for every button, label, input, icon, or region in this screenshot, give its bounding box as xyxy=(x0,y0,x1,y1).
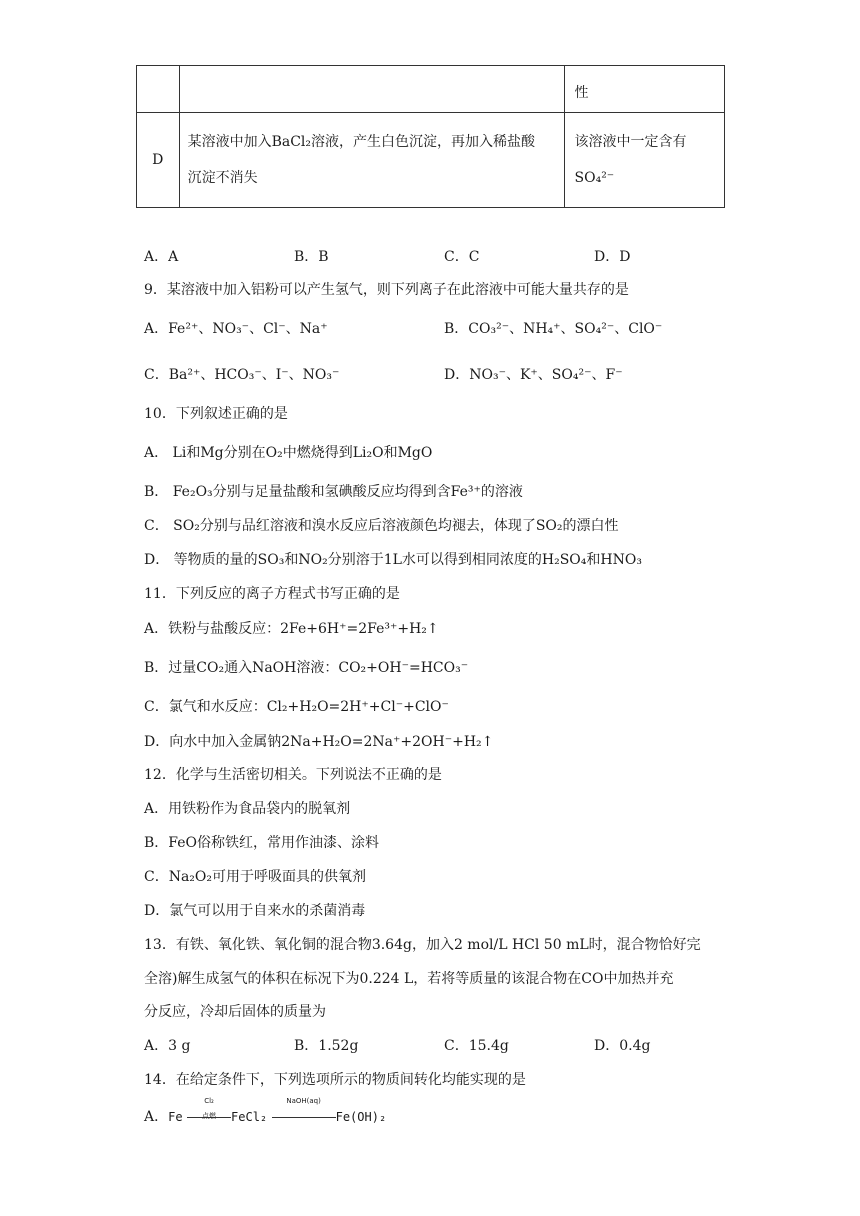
arrow-reagent: NaOH(aq) xyxy=(286,1097,321,1105)
option-d: D．氯气可以用于自来水的杀菌消毒 xyxy=(144,903,366,919)
formula-end: Fe(OH)₂ xyxy=(335,1110,387,1124)
option-a: A．Fe²⁺、NO₃⁻、Cl⁻、Na⁺ xyxy=(144,321,328,337)
table-cell xyxy=(137,66,180,113)
option-b: B．CO₃²⁻、NH₄⁺、SO₄²⁻、ClO⁻ xyxy=(444,321,663,337)
experiment-line: 某溶液中加入BaCl₂溶液，产生白色沉淀，再加入稀盐酸 xyxy=(187,134,536,150)
option-c: C．氯气和水反应：Cl₂+H₂O=2H⁺+Cl⁻+ClO⁻ xyxy=(144,699,449,715)
option-c: C．Na₂O₂可用于呼吸面具的供氧剂 xyxy=(144,869,367,885)
option-c: C．C xyxy=(444,249,480,265)
option-b: B．FeO俗称铁红，常用作油漆、涂料 xyxy=(144,835,379,851)
formula-middle: FeCl₂ xyxy=(231,1110,268,1124)
answer-table xyxy=(136,65,725,208)
option-label: A． xyxy=(144,1109,169,1125)
option-b: B．B xyxy=(294,249,329,265)
option-d: D．0.4g xyxy=(594,1038,651,1054)
option-d: D．D xyxy=(594,249,631,265)
arrow-line xyxy=(272,1117,336,1118)
table-cell-experiment xyxy=(179,113,564,208)
option-a: A．铁粉与盐酸反应：2Fe+6H⁺=2Fe³⁺+H₂↑ xyxy=(144,621,439,637)
table-cell-conclusion xyxy=(564,113,724,208)
conclusion-line: 该溶液中一定含有 xyxy=(574,134,687,150)
option-a: A． Li和Mg分别在O₂中燃烧得到Li₂O和MgO xyxy=(144,445,433,461)
conclusion-line: SO₄²⁻ xyxy=(574,170,615,186)
option-c: C． SO₂分别与品红溶液和溴水反应后溶液颜色均褪去，体现了SO₂的漂白性 xyxy=(144,518,619,534)
question-stem: 11．下列反应的离子方程式书写正确的是 xyxy=(144,586,400,602)
table-cell xyxy=(179,66,564,113)
question-stem: 12．化学与生活密切相关。下列说法不正确的是 xyxy=(144,767,442,783)
experiment-line: 沉淀不消失 xyxy=(187,170,258,186)
table-row xyxy=(137,113,725,208)
option-b: B． Fe₂O₃分别与足量盐酸和氢碘酸反应均得到含Fe³⁺的溶液 xyxy=(144,484,523,500)
table-cell-conclusion: 性 xyxy=(564,66,724,113)
question-stem: 14．在给定条件下，下列选项所示的物质间转化均能实现的是 xyxy=(144,1072,526,1088)
formula-start: Fe xyxy=(168,1110,183,1124)
table-row xyxy=(137,66,725,113)
question-stem: 分反应，冷却后固体的质量为 xyxy=(144,1004,326,1020)
question-stem: 13．有铁、氧化铁、氧化铜的混合物3.64g，加入2 mol/L HCl 50 mL时，混合物恰好完 xyxy=(144,937,701,953)
option-a: A．3 g xyxy=(144,1038,191,1054)
option-b: B．过量CO₂通入NaOH溶液：CO₂+OH⁻=HCO₃⁻ xyxy=(144,660,469,676)
option-a: A．A xyxy=(144,249,179,265)
reaction-arrow xyxy=(272,1097,336,1125)
question-stem: 10．下列叙述正确的是 xyxy=(144,406,288,422)
question-stem: 全溶)解生成氢气的体积在标况下为0.224 L，若将等质量的该混合物在CO中加热并充 xyxy=(144,971,674,987)
arrow-condition: 点燃 xyxy=(202,1112,217,1120)
option-c: C．Ba²⁺、HCO₃⁻、I⁻、NO₃⁻ xyxy=(144,367,340,383)
arrow-reagent: Cl₂ xyxy=(204,1097,214,1105)
option-d: D．NO₃⁻、K⁺、SO₄²⁻、F⁻ xyxy=(444,367,623,383)
row-label: D xyxy=(137,113,180,208)
option-d: D．向水中加入金属钠2Na+H₂O=2Na⁺+2OH⁻+H₂↑ xyxy=(144,734,494,750)
reaction-arrow xyxy=(187,1097,231,1125)
option-a: A．用铁粉作为食品袋内的脱氧剂 xyxy=(144,801,351,817)
option-c: C．15.4g xyxy=(444,1038,509,1054)
option-b: B．1.52g xyxy=(294,1038,359,1054)
option-a xyxy=(144,1097,387,1126)
option-d: D． 等物质的量的SO₃和NO₂分别溶于1L水可以得到相同浓度的H₂SO₄和HNO₃ xyxy=(144,552,642,568)
question-stem: 9．某溶液中加入铝粉可以产生氢气，则下列离子在此溶液中可能大量共存的是 xyxy=(144,282,629,298)
